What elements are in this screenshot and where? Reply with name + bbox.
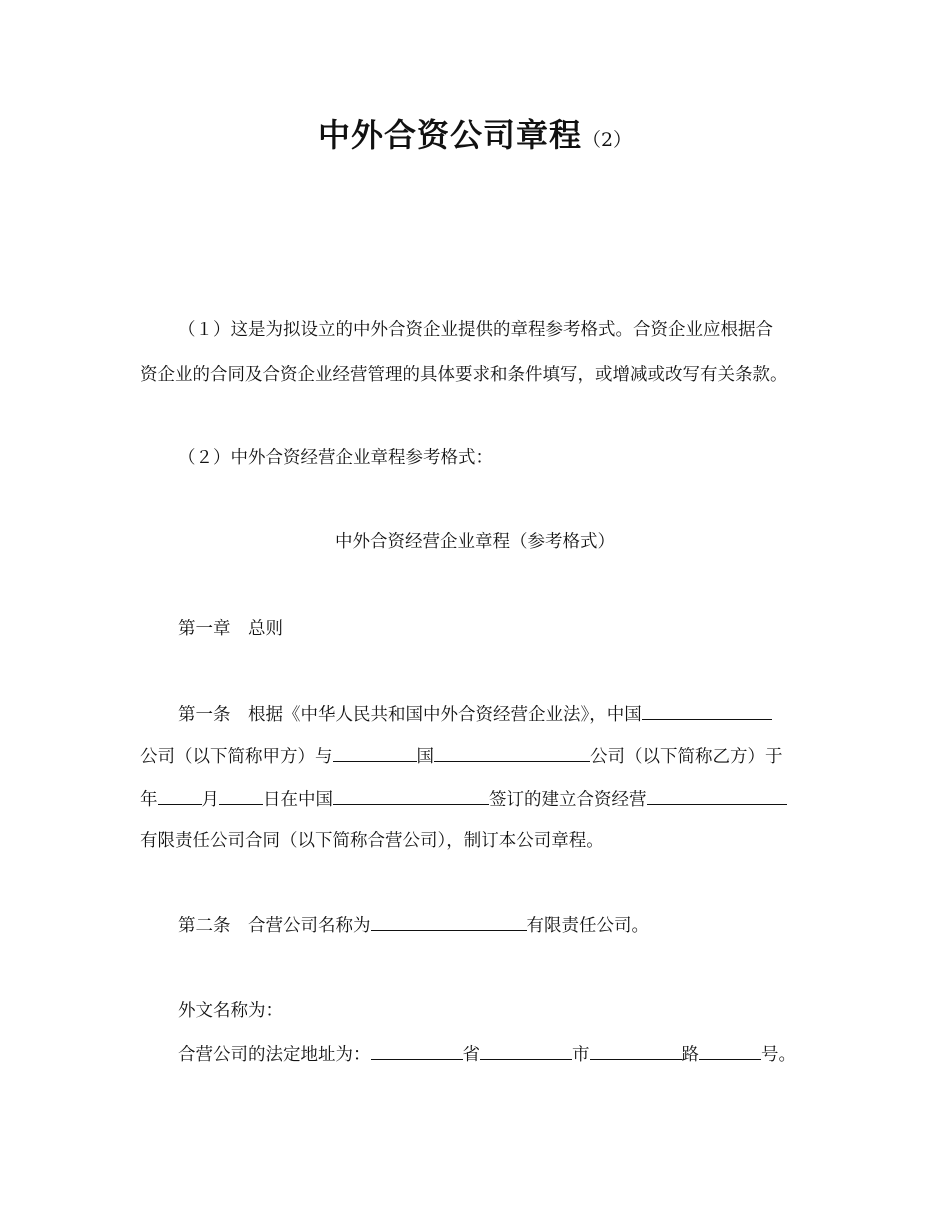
document-subtitle: 中外合资经营企业章程（参考格式） [335, 532, 615, 552]
blank-signing-place[interactable] [333, 787, 489, 805]
article-1-line-3 [140, 787, 787, 812]
blank-number[interactable] [699, 1042, 761, 1060]
legal-address-line [178, 1042, 796, 1067]
article-1-text-h: 签订的建立合资经营 [489, 790, 647, 810]
title-text: 中外合资公司章程 [317, 116, 582, 154]
article-1-text-g: 日在中国 [263, 790, 333, 810]
article-2-text-a: 第二条 合营公司名称为 [178, 916, 371, 936]
article-2-text-b: 有限责任公司。 [526, 916, 649, 936]
address-text-c: 市 [572, 1045, 590, 1065]
address-text-e: 号。 [761, 1045, 796, 1065]
article-2-line [178, 913, 649, 938]
foreign-name-label: 外文名称为： [178, 1001, 283, 1021]
article-1-text-c: 国 [416, 747, 434, 767]
blank-company-name[interactable] [371, 913, 527, 931]
address-text-d: 路 [681, 1045, 699, 1065]
blank-china-party[interactable] [642, 702, 772, 720]
document-title [0, 110, 950, 156]
article-1-text-a: 第一条 根据《中华人民共和国中外合资经营企业法》，中国 [178, 705, 642, 725]
chapter-heading: 第一章 总则 [178, 619, 283, 639]
blank-road[interactable] [590, 1042, 682, 1060]
article-1-line-1 [178, 702, 772, 727]
title-suffix: （2） [581, 129, 633, 151]
intro-paragraph-2: （２）中外合资经营企业章程参考格式： [178, 448, 493, 468]
blank-jv-name[interactable] [647, 787, 787, 805]
address-text-b: 省 [462, 1045, 480, 1065]
blank-foreign-company[interactable] [434, 744, 590, 762]
intro-paragraph-1-line-1: （１）这是为拟设立的中外合资企业提供的章程参考格式。合资企业应根据合 [178, 320, 773, 340]
article-1-text-e: 年 [140, 790, 158, 810]
article-1-text-b: 公司（以下简称甲方）与 [140, 747, 333, 767]
article-1-line-2 [140, 744, 783, 769]
blank-month[interactable] [158, 787, 202, 805]
article-1-line-4: 有限责任公司合同（以下简称合营公司），制订本公司章程。 [140, 831, 604, 851]
blank-province[interactable] [371, 1042, 463, 1060]
address-text-a: 合营公司的法定地址为： [178, 1045, 371, 1065]
blank-day[interactable] [219, 787, 263, 805]
blank-city[interactable] [480, 1042, 572, 1060]
blank-foreign-country[interactable] [333, 744, 417, 762]
article-1-text-d: 公司（以下简称乙方）于 [590, 747, 783, 767]
article-1-text-f: 月 [201, 790, 219, 810]
intro-paragraph-1-line-2: 资企业的合同及合资企业经营管理的具体要求和条件填写，或增减或改写有关条款。 [140, 365, 788, 385]
